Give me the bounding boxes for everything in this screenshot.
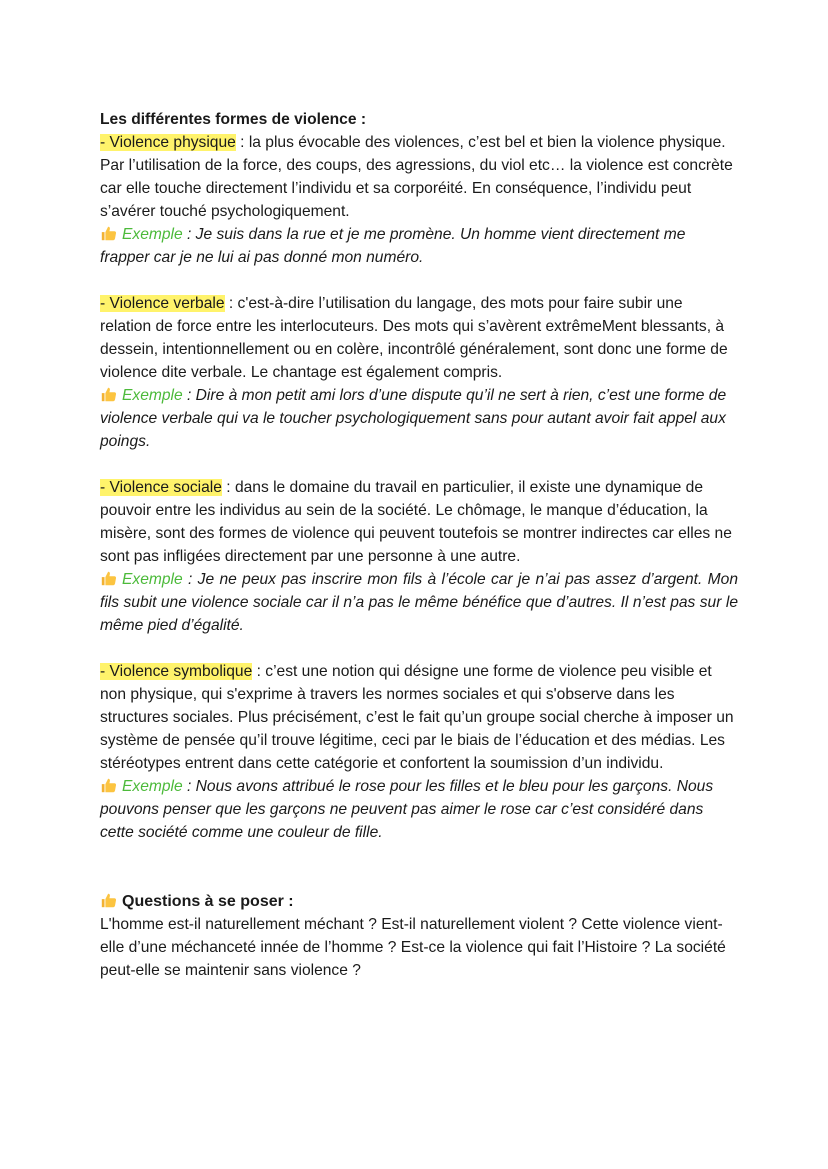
section-label: - Violence verbale bbox=[100, 295, 225, 312]
example-text: : Nous avons attribué le rose pour les filles et le bleu pour les garçons. Nous pouvons penser que les garçons ne peuvent pas aimer le rose car c’est considéré dans cette société comme une couleur de fille. bbox=[100, 778, 714, 841]
document-title: Les différentes formes de violence : bbox=[100, 111, 367, 128]
section-physical bbox=[100, 131, 738, 223]
example-verbal bbox=[100, 384, 738, 453]
section-text: c’est une notion qui désigne une forme de violence peu visible et non physique, qui s'exprime à travers les normes sociales et qui s'observe dans les structures sociales. Plus précisément, c’est le fait qu’un groupe social cherche à imposer un système de pensée qu’il trouve légitime, ceci par le biais de l’éducation et des médias. Les stéréotypes entrent dans cette catégorie et confortent la soumission d’un individu. bbox=[100, 663, 734, 772]
thumbs-up-icon bbox=[100, 776, 118, 794]
example-social bbox=[100, 568, 738, 637]
thumbs-up-icon bbox=[100, 569, 118, 587]
example-text: : Je suis dans la rue et je me promène. Un homme vient directement me frapper car je ne lui ai pas donné mon numéro. bbox=[100, 226, 686, 266]
section-label: - Violence physique bbox=[100, 134, 236, 151]
section-symbolic bbox=[100, 660, 738, 775]
questions-heading bbox=[100, 890, 738, 913]
example-label: Exemple bbox=[122, 226, 183, 243]
section-text: la plus évocable des violences, c’est bel et bien la violence physique. Par l’utilisation de la force, des coups, des agressions, du viol etc… la violence est concrète car elle touche directement l’individu et sa corporéité. En conséquence, l’individu peut s’avérer touché psychologiquement. bbox=[100, 134, 733, 220]
section-label: - Violence symbolique bbox=[100, 663, 253, 680]
thumbs-up-icon bbox=[100, 385, 118, 403]
example-label: Exemple bbox=[122, 778, 183, 795]
section-separator: : bbox=[224, 295, 238, 312]
thumbs-up-icon bbox=[100, 224, 118, 242]
example-label: Exemple bbox=[122, 571, 183, 588]
example-text: : Dire à mon petit ami lors d’une dispute qu’il ne sert à rien, c’est une forme de violence verbale qui va le toucher psychologiquement sans pour autant avoir fait appel aux poings. bbox=[100, 387, 727, 450]
section-social bbox=[100, 476, 738, 568]
section-separator: : bbox=[221, 479, 235, 496]
example-physical bbox=[100, 223, 738, 269]
example-label: Exemple bbox=[122, 387, 183, 404]
example-text: : Je ne peux pas inscrire mon fils à l’école car je n’ai pas assez d’argent. Mon fils subit une violence sociale car il n’a pas le même bénéfice que d’autres. Il n’est pas sur le même pied d’égalité. bbox=[100, 571, 738, 634]
questions-text: L'homme est-il naturellement méchant ? Est-il naturellement violent ? Cette violence vient-elle d’une méchanceté innée de l’homme ? Est-ce la violence qui fait l’Histoire ? La société peut-elle se maintenir sans violence ? bbox=[100, 916, 726, 979]
section-text: c'est-à-dire l’utilisation du langage, des mots pour faire subir une relation de force entre les interlocuteurs. Des mots qui s’avèrent extrêmeMent blessants, à dessein, intentionnellement ou en colère, incontrôlé généralement, sont donc une forme de violence dite verbale. Le chantage est également compris. bbox=[100, 295, 728, 381]
section-separator: : bbox=[252, 663, 266, 680]
thumbs-up-icon bbox=[100, 891, 118, 909]
questions-heading-text: Questions à se poser : bbox=[122, 893, 294, 910]
section-label: - Violence sociale bbox=[100, 479, 222, 496]
section-separator: : bbox=[235, 134, 249, 151]
example-symbolic bbox=[100, 775, 738, 844]
section-verbal bbox=[100, 292, 738, 384]
section-text: dans le domaine du travail en particulier, il existe une dynamique de pouvoir entre les individus au sein de la société. Le chômage, le manque d’éducation, la misère, sont des formes de violence qui peuvent toutefois se montrer indirectes car elles ne sont pas infligées directement par une personne à une autre. bbox=[100, 479, 732, 565]
